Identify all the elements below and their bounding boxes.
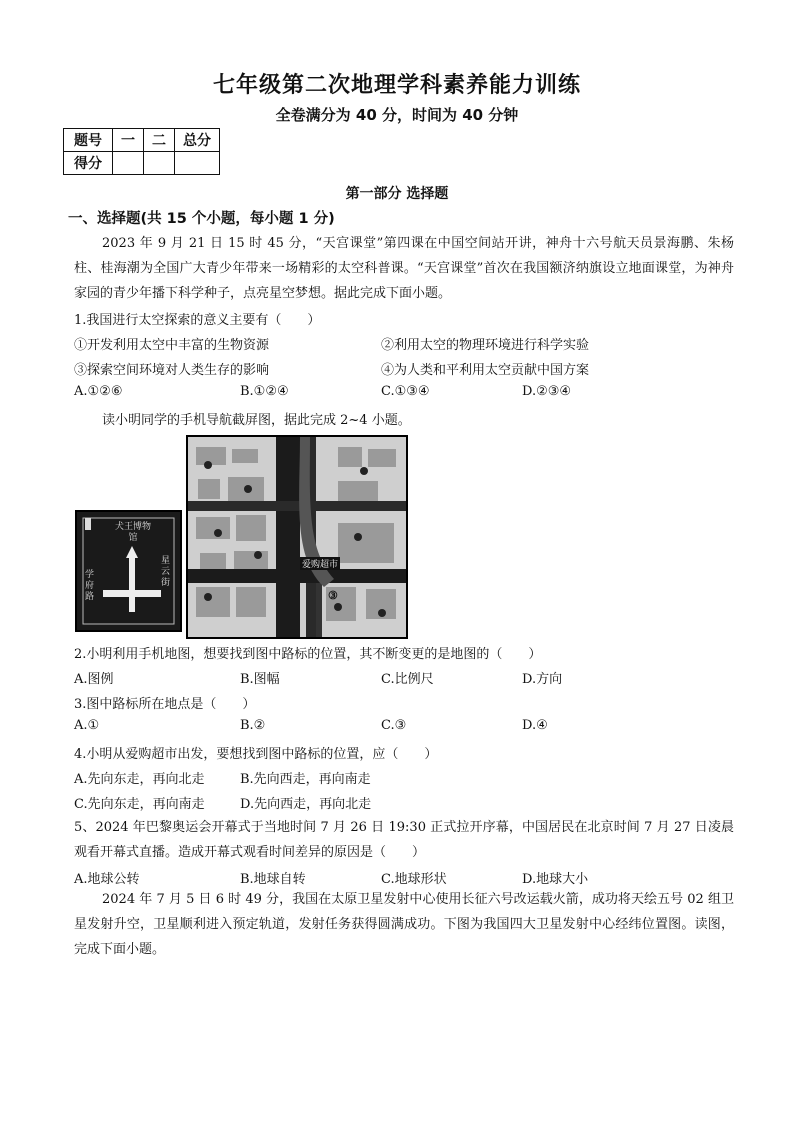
q1-statement: ④为人类和平利用太空贡献中国方案 [381,363,590,378]
q1-statement: ③探索空间环境对人类生存的影响 [74,363,270,378]
q1-statement: ①开发利用太空中丰富的生物资源 [74,338,270,353]
exam-subtitle: 全卷满分为 40 分，时间为 40 分钟 [275,106,519,124]
q4-option-a[interactable]: A.先向东走，再向北走 [74,772,205,787]
q2-option-b[interactable]: B.图幅 [240,672,280,687]
q3-option-d[interactable]: D.④ [522,718,548,733]
q5-option-a[interactable]: A.地球公转 [74,872,140,887]
score-cell: 得分 [64,152,113,175]
score-input-cell[interactable] [113,152,144,175]
map-label-point-3: ③ [328,589,338,602]
q4-option-b[interactable]: B.先向西走，再向南走 [240,772,371,787]
q3-option-c[interactable]: C.③ [381,718,407,733]
score-cell: 题号 [64,129,113,152]
score-input-cell[interactable] [175,152,220,175]
q1-option-b[interactable]: B.①②④ [240,384,289,399]
section-title: 一、选择题(共 15 个小题，每小题 1 分) [68,211,335,227]
navigation-map-figure [186,435,408,639]
score-input-cell[interactable] [144,152,175,175]
exam-title: 七年级第二次地理学科素养能力训练 [212,73,581,98]
question-1-stem: 1.我国进行太空探索的意义主要有（ ） [74,313,321,328]
sign-label-museum: 犬王博物馆 [115,522,152,543]
q5-option-b[interactable]: B.地球自转 [240,872,306,887]
q1-statement: ②利用太空的物理环境进行科学实验 [381,338,590,353]
q1-option-c[interactable]: C.①③④ [381,384,430,399]
sign-label-left-road: 学府路 [85,570,95,602]
passage-tiangong: 2023 年 9 月 21 日 15 时 45 分，“天宫课堂”第四课在中国空间站开讲，神舟十六号航天员景海鹏、朱杨柱、桂海潮为全国广大青少年带来一场精彩的太空科普课。“天宫课堂”首次在我国额济纳旗设立地面课堂，为神舟家园的青少年播下科学种子，点亮星空梦想。据此完成下面小题。 [74,236,734,301]
score-table-header-row [64,129,220,152]
question-3-stem: 3.图中路标所在地点是（ ） [74,697,256,712]
q2-option-a[interactable]: A.图例 [74,672,114,687]
score-cell: 一 [113,129,144,152]
sign-label-right-road: 星云街 [161,556,171,588]
q4-option-d[interactable]: D.先向西走，再向北走 [240,797,372,812]
question-4-stem: 4.小明从爱购超市出发，要想找到图中路标的位置，应（ ） [74,747,438,762]
question-5-stem: 5、2024 年巴黎奥运会开幕式于当地时间 7 月 26 日 19:30 正式拉开序幕，中国居民在北京时间 7 月 27 日凌晨观看开幕式直播。造成开幕式观看时间差异的原因是（ ） [74,820,734,860]
q3-option-b[interactable]: B.② [240,718,266,733]
q2-option-d[interactable]: D.方向 [522,672,563,687]
part-title: 第一部分 选择题 [345,186,449,202]
q5-option-d[interactable]: D.地球大小 [522,872,589,887]
score-table-score-row [64,152,220,175]
score-table [63,128,220,175]
q5-option-c[interactable]: C.地球形状 [381,872,447,887]
q2-option-c[interactable]: C.比例尺 [381,672,434,687]
road-sign-figure [75,510,182,632]
q3-option-a[interactable]: A.① [74,718,100,733]
score-cell: 二 [144,129,175,152]
map-label-supermarket: 爱购超市 [300,557,340,570]
question-2-stem: 2.小明利用手机地图，想要找到图中路标的位置，其不断变更的是地图的（ ） [74,647,542,662]
map-graphic [188,437,406,637]
q1-option-a[interactable]: A.①②⑥ [74,384,123,399]
figure-intro: 读小明同学的手机导航截屏图，据此完成 2~4 小题。 [102,413,411,428]
q1-option-d[interactable]: D.②③④ [522,384,572,399]
score-cell: 总分 [175,129,220,152]
q4-option-c[interactable]: C.先向东走，再向南走 [74,797,205,812]
passage-satellite-launch: 2024 年 7 月 5 日 6 时 49 分，我国在太原卫星发射中心使用长征六号改运载火箭，成功将天绘五号 02 组卫星发射升空，卫星顺利进入预定轨道，发射任务获得圆满成功。下图为我国四大卫星发射中心经纬位置图。读图，完成下面小题。 [74,892,734,957]
